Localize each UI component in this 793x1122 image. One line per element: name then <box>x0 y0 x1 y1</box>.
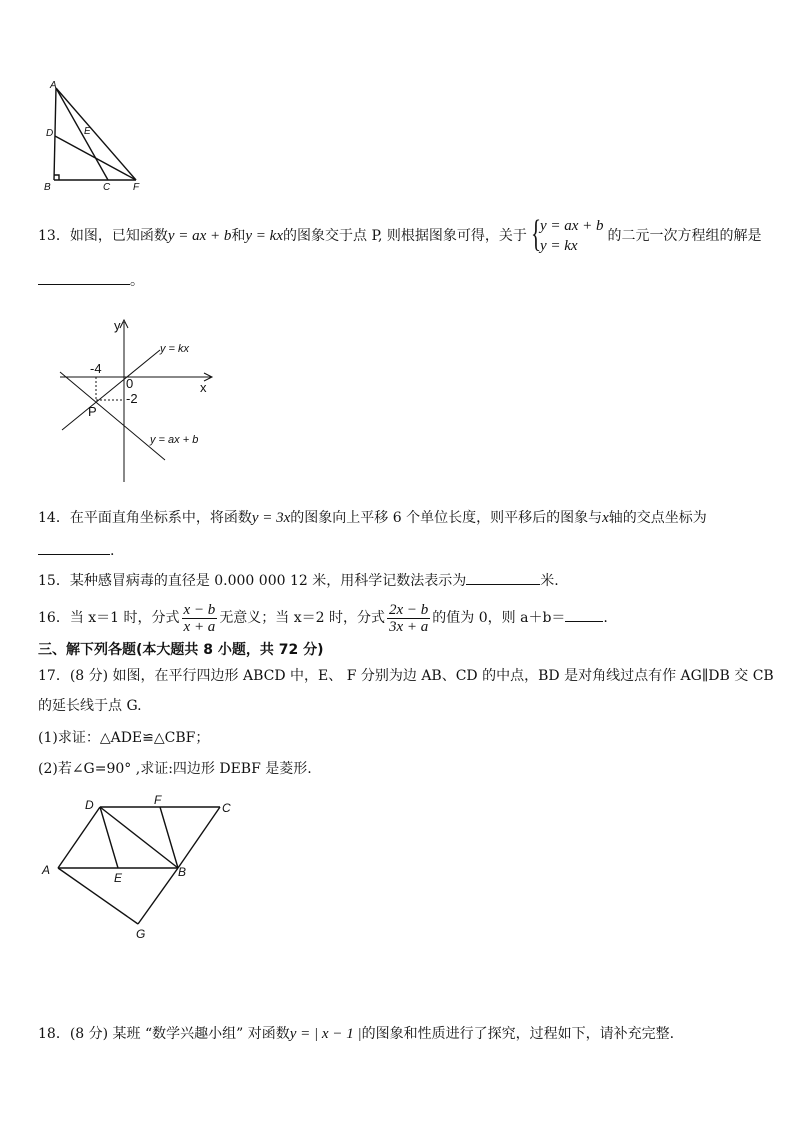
question-16 <box>38 598 608 638</box>
q16-text-3: 的值为 0，则 a＋b＝ <box>432 610 566 626</box>
q18-text-2: 的图象和性质进行了探究，过程如下，请补充完整. <box>361 1026 675 1042</box>
label-D: D <box>46 128 54 139</box>
q14-text-3: 轴的交点坐标为 <box>608 510 707 526</box>
origin-label: 0 <box>126 376 134 391</box>
q14-end: . <box>110 543 115 559</box>
q18-function: y = | x − 1 | <box>289 1026 362 1042</box>
label-B: B <box>178 865 187 879</box>
q13-suffix: 的二元一次方程组的解是 <box>607 228 762 244</box>
question-14 <box>38 508 707 528</box>
q16-text-1: 16．当 x＝1 时，分式 <box>38 610 180 626</box>
line-kx-label: y = kx <box>160 343 190 355</box>
label-G: G <box>136 927 146 941</box>
q15-text: 15．某种感冒病毒的直径是 0.000 000 12 米，用科学记数法表示为 <box>38 573 467 589</box>
figure-triangle-q12 <box>36 78 156 196</box>
question-18 <box>38 1024 674 1044</box>
q13-eq-2: y = kx <box>539 238 578 254</box>
label-A: A <box>50 80 57 91</box>
label-C: C <box>222 801 231 815</box>
q16-f2-denominator: 3x + a <box>389 618 429 635</box>
q13-equation-system: { y = ax + b y = kx <box>530 213 604 255</box>
q14-text-2: 的图象向上平移 6 个单位长度，则平移后的图象与 <box>290 510 603 526</box>
question-15 <box>38 570 559 591</box>
q13-and: 和 <box>231 228 246 244</box>
point-p-label: P <box>88 404 97 419</box>
q16-fraction-1 <box>182 602 218 635</box>
label-E: E <box>84 126 91 137</box>
q16-f1-numerator: x − b <box>183 601 216 618</box>
x-tick-label: -4 <box>90 361 102 376</box>
q14-answer-blank[interactable] <box>38 540 110 555</box>
question-13 <box>38 213 762 256</box>
q16-text-2: 无意义；当 x＝2 时，分式 <box>219 610 386 626</box>
q13-formula-2: y = kx <box>245 228 283 244</box>
q14-answer-line <box>38 540 114 561</box>
q13-end: 。 <box>130 273 144 289</box>
label-E: E <box>114 871 123 885</box>
question-17-part-1: (1)求证：△ADE≌△CBF； <box>38 730 210 746</box>
x-axis-label: x <box>200 380 207 395</box>
q14-function: y = 3x <box>251 510 291 526</box>
label-C: C <box>103 182 111 193</box>
label-D: D <box>85 798 94 812</box>
q16-fraction-2 <box>387 602 430 635</box>
label-F: F <box>154 793 162 807</box>
y-tick-label: -2 <box>126 391 138 406</box>
figure-graph-q13 <box>40 312 240 487</box>
q16-end: . <box>603 610 608 626</box>
q13-mid: 的图象交于点 P, 则根据图象可得，关于 <box>283 228 527 244</box>
q13-prefix: 13．如图，已知函数 <box>38 228 168 244</box>
q15-unit: 米. <box>540 573 559 589</box>
q14-text-1: 14．在平面直角坐标系中，将函数 <box>38 510 252 526</box>
question-17-part-2: (2)若∠G=90° ,求证:四边形 DEBF 是菱形. <box>38 761 312 777</box>
q16-f2-numerator: 2x − b <box>389 601 429 618</box>
q18-text-1: 18．(8 分) 某班 “数学兴趣小组” 对函数 <box>38 1026 290 1042</box>
y-axis-label: y <box>114 318 121 333</box>
figure-parallelogram-q17 <box>38 792 248 942</box>
line-axb-label: y = ax + b <box>150 434 199 446</box>
q14-axis: x <box>602 510 609 526</box>
label-F: F <box>133 182 140 193</box>
label-A: A <box>42 863 51 877</box>
section-3-heading: 三、解下列各题(本大题共 8 小题，共 72 分) <box>38 642 324 658</box>
q16-answer-blank[interactable] <box>565 607 603 622</box>
question-17-line-2: 的延长线于点 G. <box>38 698 142 714</box>
q15-answer-blank[interactable] <box>466 570 540 585</box>
q13-answer-blank[interactable] <box>38 270 130 285</box>
q16-f1-denominator: x + a <box>183 618 216 635</box>
q13-eq-1: y = ax + b <box>539 218 604 234</box>
label-B: B <box>44 182 51 193</box>
question-17-line-1: 17．(8 分) 如图，在平行四边形 ABCD 中，E、 F 分别为边 AB、CD 的中点，BD 是对角线过点有作 AG∥DB 交 CB <box>38 668 774 684</box>
q13-formula-1: y = ax + b <box>167 228 232 244</box>
q13-answer-line <box>38 270 144 291</box>
